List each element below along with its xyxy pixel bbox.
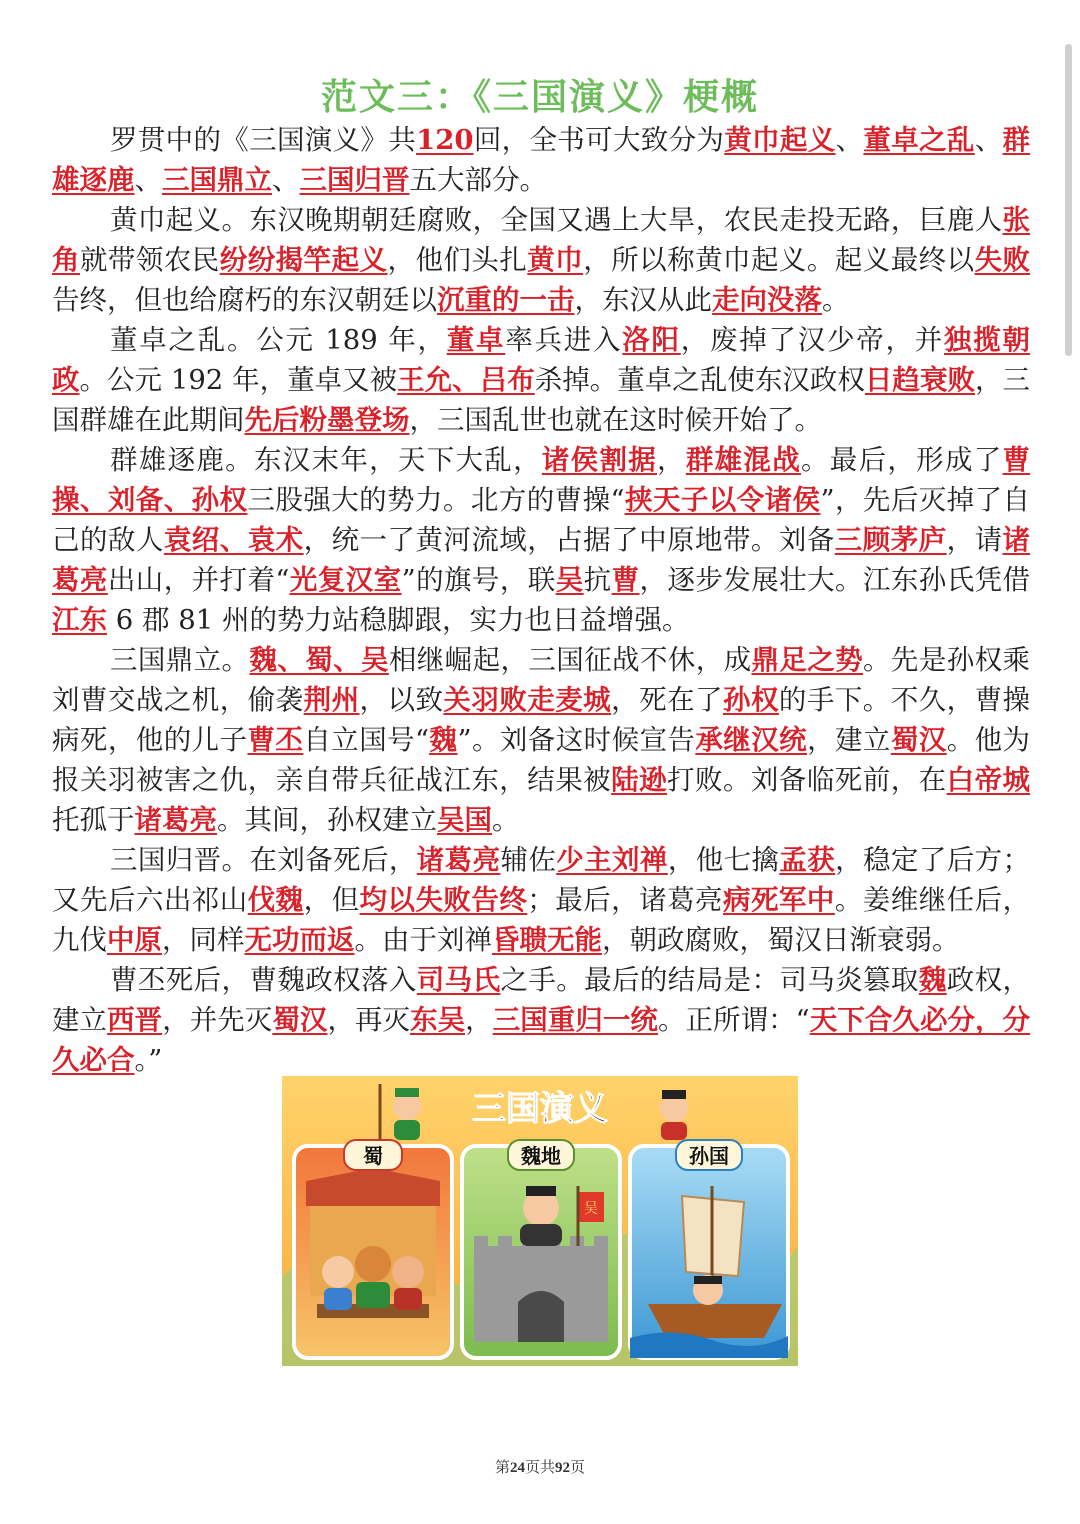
text-run: ”，先后灭掉了自己的敌人 — [52, 484, 1031, 556]
highlighted-term: 黄巾起义 — [724, 124, 836, 156]
paragraph — [52, 840, 1030, 960]
text-run: 曹丕死后，曹魏政权落入 — [110, 964, 417, 996]
highlighted-term: 均以失败告终 — [359, 884, 528, 916]
highlighted-term: 董卓 — [446, 324, 506, 356]
highlighted-term: 承继汉统 — [695, 724, 808, 756]
highlighted-term: 王允、吕布 — [397, 364, 535, 396]
highlighted-term: 魏、蜀、吴 — [249, 644, 389, 676]
three-kingdoms-poster — [282, 1076, 798, 1366]
text-run: 三国鼎立。 — [110, 644, 250, 676]
article-body — [52, 120, 1030, 1080]
poster-title: 三国演义 — [472, 1089, 608, 1129]
text-run: ，他们头扎 — [387, 244, 528, 276]
text-run: 的手下。不久，曹操病死，他的儿子 — [52, 684, 1031, 756]
text-run: 托孤于 — [52, 804, 135, 836]
text-run: 、 — [272, 164, 300, 196]
highlighted-term: 江东 — [52, 604, 107, 636]
text-run: ”的旗号，联 — [401, 564, 556, 596]
panel-shu — [294, 1140, 452, 1358]
paragraph — [52, 960, 1030, 1080]
text-run: 黄巾起义。东汉晚期朝廷腐败，全国又遇上大旱，农民走投无路，巨鹿人 — [110, 204, 1003, 236]
panel-label-wei: 魏地 — [521, 1144, 561, 1168]
highlighted-term: 吴国 — [437, 804, 492, 836]
highlighted-term: 诸葛亮 — [416, 844, 501, 876]
highlighted-term: 蜀汉 — [272, 1004, 328, 1036]
text-run: 。其间，孙权建立 — [217, 804, 437, 836]
text-run: ，统一了黄河流域，占据了中原地带。刘备 — [303, 524, 835, 556]
highlighted-term: 诸葛亮 — [52, 524, 1031, 596]
current-page: 24 — [509, 1460, 525, 1476]
text-run: 回，全书可大致分为 — [473, 124, 725, 156]
highlighted-term: 挟天子以令诸侯 — [624, 484, 821, 516]
paragraph — [52, 200, 1030, 320]
paragraph — [52, 320, 1030, 440]
text-run: ，所以称黄巾起义。起义最终以 — [583, 244, 975, 276]
highlighted-term: 无功而返 — [244, 924, 355, 956]
text-run: 。姜维继任后，九伐 — [52, 884, 1031, 956]
highlighted-term: 黄巾 — [527, 244, 584, 276]
soldier-figure-right — [660, 1090, 688, 1140]
highlighted-term: 关羽败走麦城 — [443, 684, 612, 716]
highlighted-term: 吴 — [555, 564, 584, 596]
text-run: 。由于刘禅 — [354, 924, 492, 956]
text-run: 辅佐 — [500, 844, 557, 876]
highlighted-term: 西晋 — [107, 1004, 163, 1036]
highlighted-term: 东吴 — [410, 1004, 466, 1036]
highlighted-term: 纷纷揭竿起义 — [219, 244, 388, 276]
flag-char: 吴 — [584, 1201, 598, 1217]
text-run: ，但 — [303, 884, 360, 916]
text-run: 。公元 192 年，董卓又被 — [79, 364, 398, 396]
highlighted-term: 光复汉室 — [289, 564, 402, 596]
text-run: ，以致 — [359, 684, 444, 716]
text-run: 就带领农民 — [79, 244, 220, 276]
text-run: 。 — [822, 284, 850, 316]
text-run: 之手。最后的结局是：司马炎篡取 — [500, 964, 919, 996]
page-title: 范文三：《三国演义》梗概 — [320, 76, 759, 118]
text-run: 三股强大的势力。北方的曹操“ — [247, 484, 625, 516]
highlighted-term: 荆州 — [303, 684, 360, 716]
panel-label-wu: 孙国 — [689, 1144, 729, 1168]
highlighted-term: 洛阳 — [622, 324, 681, 356]
text-run: 。先是孙权乘刘曹交战之机，偷袭 — [52, 644, 1030, 716]
highlighted-term: 司马氏 — [416, 964, 501, 996]
footer-suffix: 页 — [570, 1460, 586, 1476]
highlighted-term: 先后粉墨登场 — [244, 404, 410, 436]
highlighted-term: 天下合久必分，分久必合 — [52, 1004, 1031, 1076]
highlighted-term: 走向没落 — [712, 284, 822, 316]
text-run: ，三国乱世也就在这时候开始了。 — [409, 404, 822, 436]
text-run: ，稳定了后方；又先后六出祁山 — [52, 844, 1030, 916]
text-run: 出山，并打着“ — [107, 564, 290, 596]
highlighted-term: 陆逊 — [611, 764, 668, 796]
text-run: ，并先灭 — [162, 1004, 273, 1036]
highlighted-term: 群雄混战 — [685, 444, 801, 476]
highlighted-term: 伐魏 — [247, 884, 304, 916]
text-run: 相继崛起，三国征战不休，成 — [388, 644, 752, 676]
footer-middle: 页共 — [524, 1460, 555, 1476]
text-run: ， — [465, 1004, 493, 1036]
text-run: 、 — [835, 124, 864, 156]
highlighted-term: 魏 — [429, 724, 458, 756]
text-run: 打败。刘备临死前，在 — [667, 764, 947, 796]
text-run: ，请 — [946, 524, 1003, 556]
text-run: 罗贯中的《三国演义》共 — [110, 124, 417, 156]
highlighted-term: 孟获 — [779, 844, 836, 876]
highlighted-term: 张角 — [52, 204, 1030, 276]
text-run: 。最后，形成了 — [801, 444, 1003, 476]
highlighted-term: 沉重的一击 — [437, 284, 575, 316]
highlighted-term: 蜀汉 — [890, 724, 947, 756]
text-run: 抗 — [583, 564, 612, 596]
text-run: ，东汉从此 — [574, 284, 712, 316]
paragraph — [52, 640, 1030, 840]
highlighted-term: 三顾茅庐 — [834, 524, 947, 556]
highlighted-term: 中原 — [107, 924, 162, 956]
text-run: ，死在了 — [611, 684, 723, 716]
text-run: 三国归晋。在刘备死后， — [110, 844, 417, 876]
highlighted-term: 独揽朝政 — [52, 324, 1031, 396]
total-pages: 92 — [555, 1460, 570, 1476]
footer-prefix: 第 — [494, 1460, 510, 1476]
highlighted-term: 120 — [416, 124, 474, 156]
highlighted-term: 魏 — [918, 964, 947, 996]
page-footer — [0, 1456, 1080, 1477]
text-run: ， — [657, 444, 686, 476]
highlighted-term: 三国归晋 — [299, 164, 410, 196]
text-run: 。正所谓：“ — [657, 1004, 810, 1036]
text-run: 董卓之乱。公元 189 年， — [110, 324, 447, 356]
text-run: 率兵进入 — [505, 324, 623, 356]
text-run: 、 — [974, 124, 1003, 156]
highlighted-term: 鼎足之势 — [751, 644, 864, 676]
highlighted-term: 诸葛亮 — [134, 804, 217, 836]
text-run: ，再灭 — [327, 1004, 411, 1036]
text-run: 群雄逐鹿。东汉末年，天下大乱， — [110, 444, 542, 476]
text-run: 。” — [134, 1044, 163, 1076]
text-run: ，建立 — [807, 724, 891, 756]
text-run: 自立国号“ — [303, 724, 430, 756]
highlighted-term: 董卓之乱 — [863, 124, 975, 156]
highlighted-term: 孙权 — [722, 684, 779, 716]
text-run: ，同样 — [162, 924, 245, 956]
text-run: ，逐步发展壮大。江东孙氏凭借 — [639, 564, 1031, 596]
highlighted-term: 三国重归一统 — [492, 1004, 658, 1036]
highlighted-term: 曹丕 — [247, 724, 304, 756]
text-run: 。 — [492, 804, 520, 836]
text-run: ，朝政腐败，蜀汉日渐衰弱。 — [602, 924, 960, 956]
highlighted-term: 病死军中 — [723, 884, 835, 916]
panel-wu — [630, 1140, 788, 1358]
highlighted-term: 昏聩无能 — [492, 924, 602, 956]
text-run: 。他为报关羽被害之仇，亲自带兵征战江东，结果被 — [52, 724, 1031, 796]
text-run: 6 郡 81 州的势力站稳脚跟，实力也日益增强。 — [107, 604, 690, 636]
highlighted-term: 白帝城 — [946, 764, 1031, 796]
text-run: 政权，建立 — [52, 964, 1030, 1036]
highlighted-term: 群雄逐鹿 — [52, 124, 1031, 196]
highlighted-term: 曹 — [611, 564, 640, 596]
text-run: 告终，但也给腐朽的东汉朝廷以 — [52, 284, 437, 316]
text-run: ，三国群雄在此期间 — [52, 364, 1030, 436]
highlighted-term: 曹操、刘备、孙权 — [52, 444, 1031, 516]
text-run: 杀掉。董卓之乱使东汉政权 — [534, 364, 865, 396]
text-run: 五大部分。 — [409, 164, 547, 196]
panel-label-shu: 蜀 — [363, 1144, 383, 1168]
highlighted-term: 少主刘禅 — [556, 844, 668, 876]
highlighted-term: 袁绍、袁术 — [163, 524, 304, 556]
highlighted-term: 日趋衰败 — [864, 364, 975, 396]
paragraph — [52, 120, 1030, 200]
text-run: 、 — [134, 164, 162, 196]
paragraph — [52, 440, 1030, 640]
panel-wei — [462, 1140, 620, 1358]
text-run: ；最后，诸葛亮 — [527, 884, 723, 916]
text-run: ”。刘备这时候宣告 — [457, 724, 696, 756]
text-run: ，废掉了汉少帝，并 — [680, 324, 945, 356]
highlighted-term: 诸侯割据 — [541, 444, 658, 476]
highlighted-term: 失败 — [974, 244, 1031, 276]
text-run: ，他七擒 — [667, 844, 780, 876]
highlighted-term: 三国鼎立 — [162, 164, 272, 196]
